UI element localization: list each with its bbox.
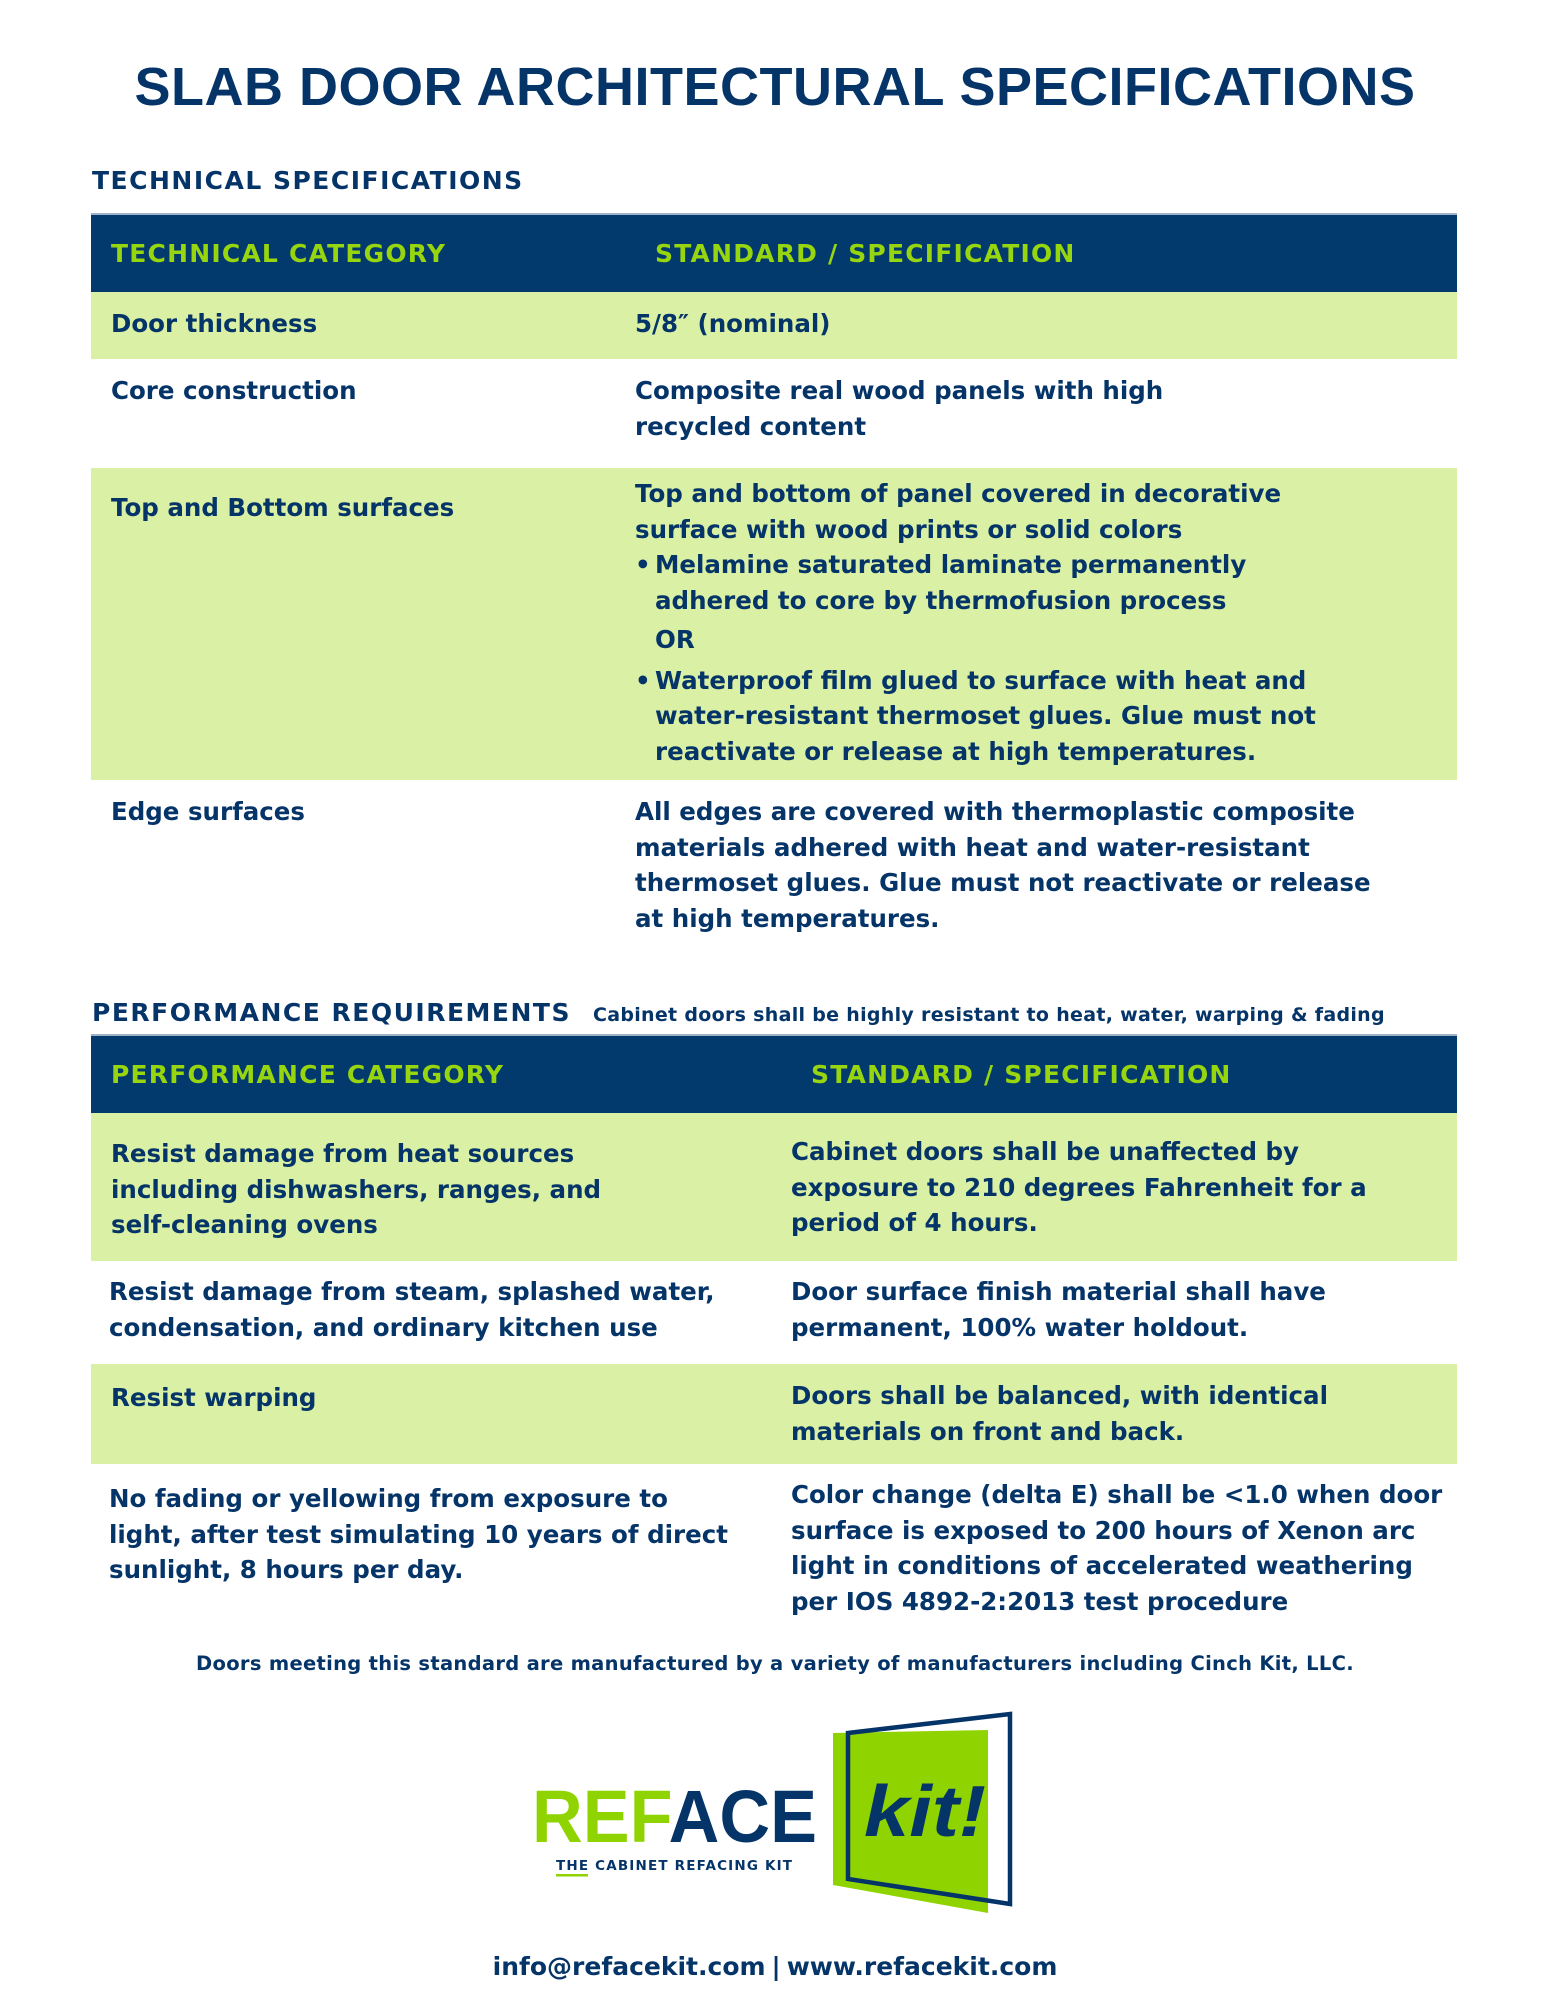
- spec-line: exposure to 210 degrees Fahrenheit for a: [791, 1172, 1367, 1202]
- table-row: [91, 1261, 1457, 1364]
- logo-text-ace: ACE: [668, 1775, 825, 1858]
- spec-line: All edges are covered with thermoplastic composite: [635, 797, 1355, 826]
- table-row: [91, 1113, 1457, 1261]
- row-category: Edge surfaces: [111, 797, 305, 826]
- bullet-item: [635, 547, 1316, 618]
- technical-table: [91, 213, 1457, 950]
- logo-text-ref: REF: [532, 1775, 676, 1858]
- bullet-line: adhered to core by thermofusion process: [655, 585, 1227, 615]
- logo-wordmark: [532, 1775, 825, 1858]
- technical-section-heading: TECHNICAL SPECIFICATIONS: [92, 166, 524, 195]
- spec-line: surface is exposed to 200 hours of Xenon arc: [791, 1515, 1416, 1545]
- spec-bullets: [635, 663, 1316, 770]
- row-category: Door thickness: [111, 309, 318, 338]
- row-category: [91, 1274, 791, 1364]
- category-line: Resist damage from steam, splashed water,: [109, 1277, 715, 1306]
- contact-line: [0, 1952, 1550, 1981]
- category-line: self-cleaning ovens: [111, 1210, 378, 1239]
- spec-line: Doors shall be balanced, with identical: [791, 1381, 1328, 1410]
- bullet-item: [635, 663, 1316, 770]
- spec-line: recycled content: [635, 411, 867, 441]
- row-category: Core construction: [111, 376, 357, 405]
- technical-table-header: [91, 213, 1457, 292]
- logo-tagline-the: THE: [556, 1858, 589, 1874]
- column-header-category: TECHNICAL CATEGORY: [111, 239, 447, 268]
- spec-line: permanent, 100% water holdout.: [791, 1312, 1249, 1342]
- bullet-line: • Melamine saturated laminate permanently: [655, 550, 1247, 579]
- spec-line: at high temperatures.: [635, 903, 940, 933]
- table-row: [91, 292, 1457, 359]
- category-line: Resist damage from heat sources: [111, 1139, 575, 1168]
- spec-line: light in conditions of accelerated weathering: [791, 1551, 1413, 1580]
- contact-separator: |: [771, 1952, 781, 1981]
- row-spec: [791, 1378, 1328, 1464]
- page-title: SLAB DOOR ARCHITECTURAL SPECIFICATIONS: [134, 57, 1416, 117]
- performance-table: [91, 1034, 1457, 1634]
- column-header-spec: STANDARD / SPECIFICATION: [811, 1060, 1232, 1089]
- email-link[interactable]: info@refacekit.com: [492, 1952, 766, 1981]
- spec-line: materials on front and back.: [791, 1416, 1185, 1446]
- row-category: [91, 1378, 791, 1464]
- row-spec: 5/8″ (nominal): [635, 309, 831, 338]
- table-row: [91, 780, 1457, 950]
- performance-subheading: Cabinet doors shall be highly resistant to heat, water, warping & fading: [592, 1004, 1385, 1026]
- manufacturer-note: Doors meeting this standard are manufactured by a variety of manufacturers including Cinch Kit, LLC.: [196, 1652, 1354, 1675]
- bullet-line: water-resistant thermoset glues. Glue must not: [655, 701, 1316, 730]
- category-line: including dishwashers, ranges, and: [111, 1174, 602, 1204]
- website-link[interactable]: www.refacekit.com: [786, 1952, 1058, 1981]
- table-row: [91, 1364, 1457, 1464]
- logo-tagline-rest: CABINET REFACING KIT: [589, 1858, 792, 1874]
- bullet-line: reactivate or release at high temperatures.: [655, 736, 1257, 766]
- logo-tagline: [556, 1858, 793, 1874]
- spec-line: materials adhered with heat and water-resistant: [635, 832, 1310, 862]
- category-line: Resist warping: [111, 1383, 317, 1412]
- row-category: [91, 1134, 791, 1261]
- row-category: [91, 1477, 791, 1634]
- performance-heading-text: PERFORMANCE REQUIREMENTS: [92, 998, 571, 1027]
- or-separator: OR: [655, 625, 695, 654]
- spec-line: Composite real wood panels with high: [635, 376, 1164, 405]
- table-row: [91, 359, 1457, 468]
- spec-line: surface with wood prints or solid colors: [635, 514, 1183, 544]
- spec-line: Cabinet doors shall be unaffected by: [791, 1137, 1300, 1166]
- spec-line: period of 4 hours.: [791, 1208, 1038, 1237]
- row-spec: [791, 1134, 1367, 1261]
- category-line: condensation, and ordinary kitchen use: [109, 1312, 658, 1342]
- performance-table-header: [91, 1034, 1457, 1113]
- row-spec: [635, 373, 1163, 468]
- bullet-line: • Waterproof film glued to surface with heat and: [655, 665, 1307, 695]
- spec-line: Color change (delta E) shall be <1.0 when door: [791, 1480, 1443, 1509]
- category-line: light, after test simulating 10 years of direct: [109, 1519, 728, 1549]
- spec-bullets: [635, 547, 1316, 618]
- spec-line: Top and bottom of panel covered in decorative: [635, 479, 1282, 508]
- spec-line: Door surface finish material shall have: [791, 1277, 1326, 1306]
- performance-section-heading: [92, 998, 1385, 1027]
- row-spec: [791, 1274, 1326, 1364]
- row-spec: [635, 794, 1371, 950]
- logo-text-kit: kit!: [864, 1772, 986, 1852]
- row-spec: [635, 476, 1316, 780]
- column-header-category: PERFORMANCE CATEGORY: [111, 1060, 505, 1089]
- row-category: Top and Bottom surfaces: [111, 493, 455, 522]
- spec-line: thermoset glues. Glue must not reactivate or release: [635, 868, 1371, 897]
- logo-underline: [556, 1874, 588, 1877]
- spec-line: per IOS 4892-2:2013 test procedure: [791, 1586, 1289, 1616]
- table-row: [91, 1464, 1457, 1634]
- table-row: [91, 468, 1457, 780]
- category-line: No fading or yellowing from exposure to: [109, 1484, 668, 1513]
- row-spec: [791, 1477, 1442, 1634]
- category-line: sunlight, 8 hours per day.: [109, 1555, 464, 1584]
- column-header-spec: STANDARD / SPECIFICATION: [655, 239, 1076, 268]
- reface-kit-logo: [520, 1700, 1040, 1930]
